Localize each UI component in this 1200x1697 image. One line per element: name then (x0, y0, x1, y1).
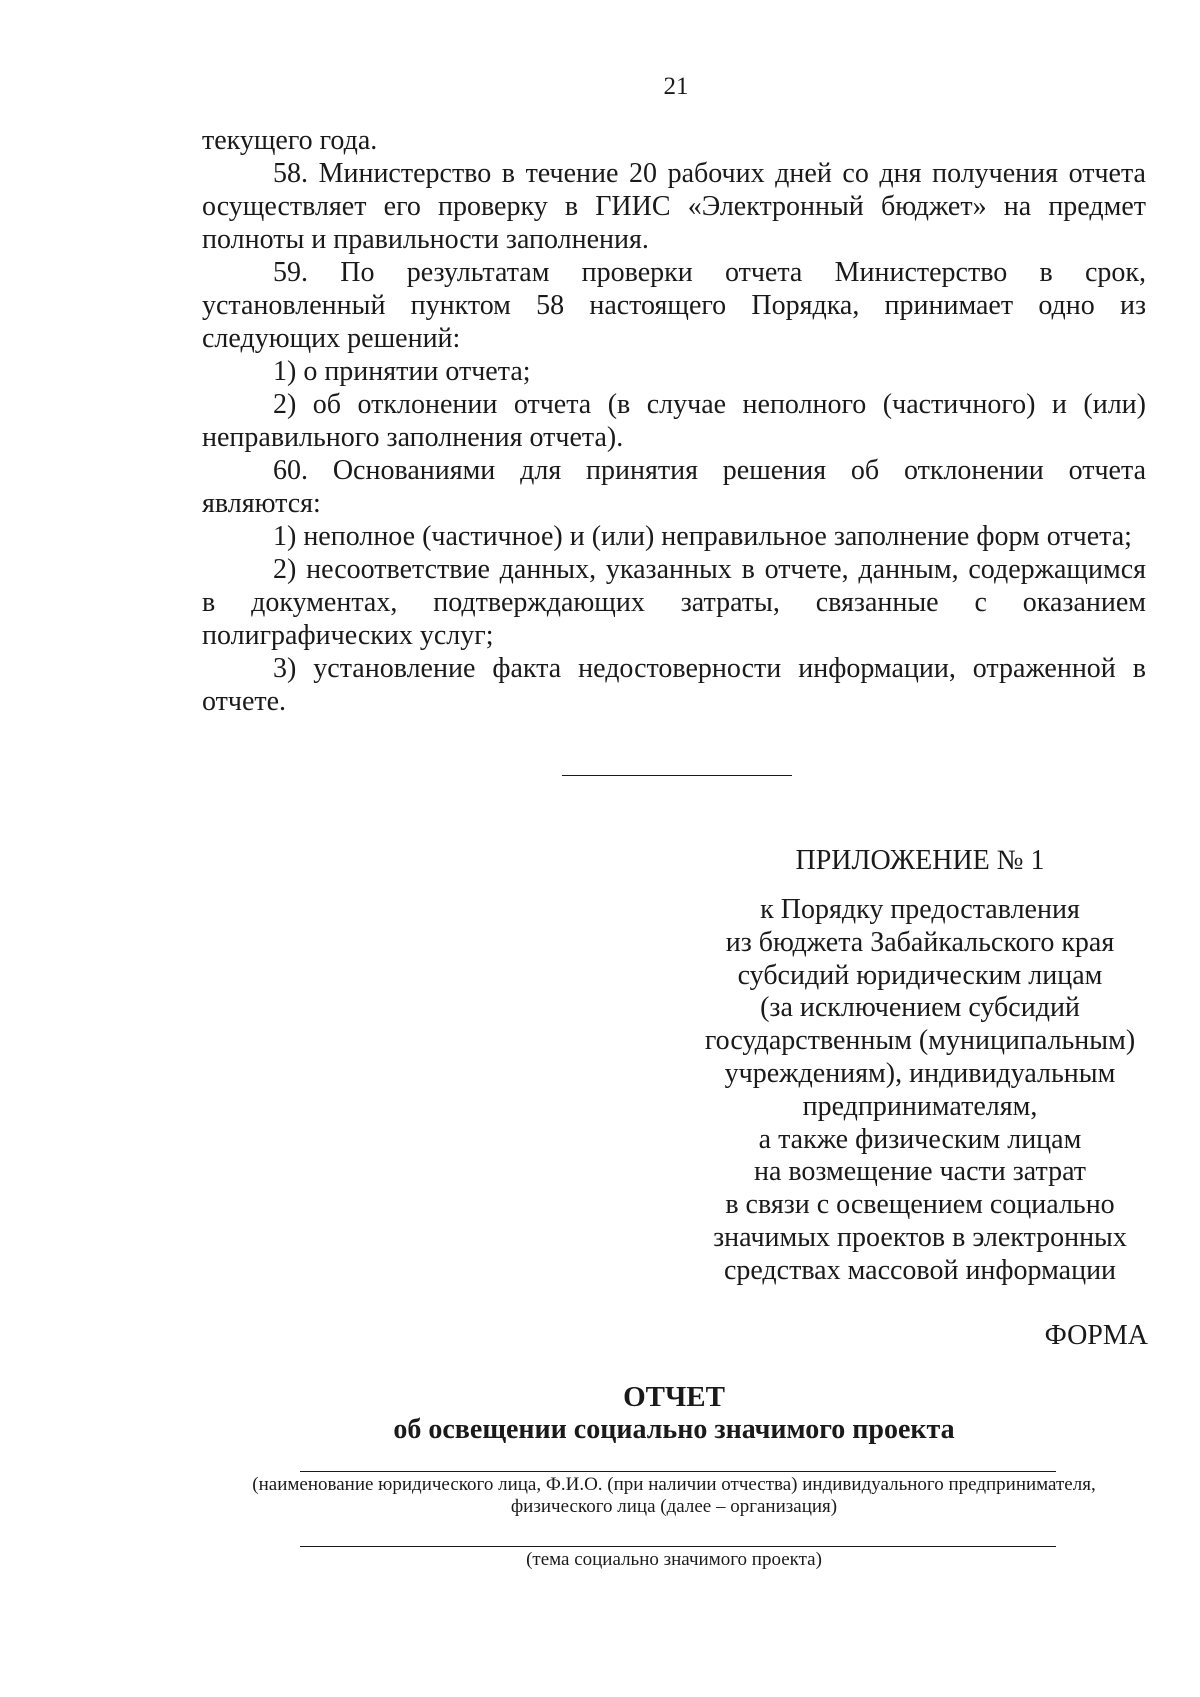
appendix-subtitle-line: средствах массовой информации (723, 1254, 1117, 1286)
form-label: ФОРМА (1044, 1320, 1148, 1351)
organization-name-fill-line (300, 1471, 1056, 1472)
appendix-subtitle-line: учреждениям), индивидуальным (724, 1057, 1116, 1089)
paragraph-60-item-3: 3) установление факта недостоверности информации, отраженной в отчете. (202, 653, 1146, 717)
paragraph-58: 58. Министерство в течение 20 рабочих дней со дня получения отчета осуществляет его проверку в ГИИС «Электронный бюджет» на предмет полноты и правильности заполнения. (202, 158, 1146, 255)
document-body (202, 124, 1146, 718)
paragraph-60: 60. Основаниями для принятия решения об отклонении отчета являются: (202, 455, 1146, 519)
appendix-title: ПРИЛОЖЕНИЕ № 1 (795, 845, 1045, 876)
paragraph-59: 59. По результатам проверки отчета Министерство в срок, установленный пунктом 58 настоящего Порядка, принимает одно из следующих решений: (202, 257, 1146, 354)
project-topic-caption: (тема социально значимого проекта) (526, 1549, 822, 1570)
appendix-subtitle-line: из бюджета Забайкальского края (725, 926, 1115, 958)
paragraph-59-item-1: 1) о принятии отчета; (273, 356, 531, 387)
section-divider (562, 775, 792, 776)
appendix-subtitle-line: (за исключением субсидий (760, 992, 1080, 1024)
paragraph-60-item-2: 2) несоответствие данных, указанных в отчете, данным, содержащимся в документах, подтверждающих затраты, связанные с оказанием полиграфических услуг; (202, 554, 1146, 651)
page-number: 21 (663, 73, 689, 100)
appendix-subtitle-line: на возмещение части затрат (753, 1156, 1087, 1188)
appendix-subtitle-line: значимых проектов в электронных (713, 1221, 1127, 1253)
organization-name-caption: (наименование юридического лица, Ф.И.О. (при наличии отчества) индивидуального предпринимателя, физического лица (далее – организация) (252, 1474, 1096, 1517)
paragraph-continuation: текущего года. (202, 125, 378, 156)
appendix-subtitle-line: субсидий юридическим лицам (737, 959, 1103, 991)
appendix-subtitle-line: а также физическим лицам (758, 1123, 1082, 1155)
report-subtitle: об освещении социально значимого проекта (393, 1414, 955, 1445)
appendix-subtitle-line: в связи с освещением социально (725, 1189, 1115, 1221)
appendix-subtitle (700, 894, 1140, 1288)
appendix-subtitle-line: предпринимателям, (802, 1090, 1038, 1122)
appendix-subtitle-line: к Порядку предоставления (760, 894, 1080, 925)
appendix-subtitle-line: государственным (муниципальным) (704, 1025, 1136, 1057)
project-topic-fill-line (300, 1546, 1056, 1547)
paragraph-59-item-2: 2) об отклонении отчета (в случае неполного (частичного) и (или) неправильного заполнения отчета). (202, 389, 1146, 453)
paragraph-60-item-1: 1) неполное (частичное) и (или) неправильное заполнение форм отчета; (273, 521, 1132, 552)
report-title: ОТЧЕТ (623, 1381, 725, 1413)
